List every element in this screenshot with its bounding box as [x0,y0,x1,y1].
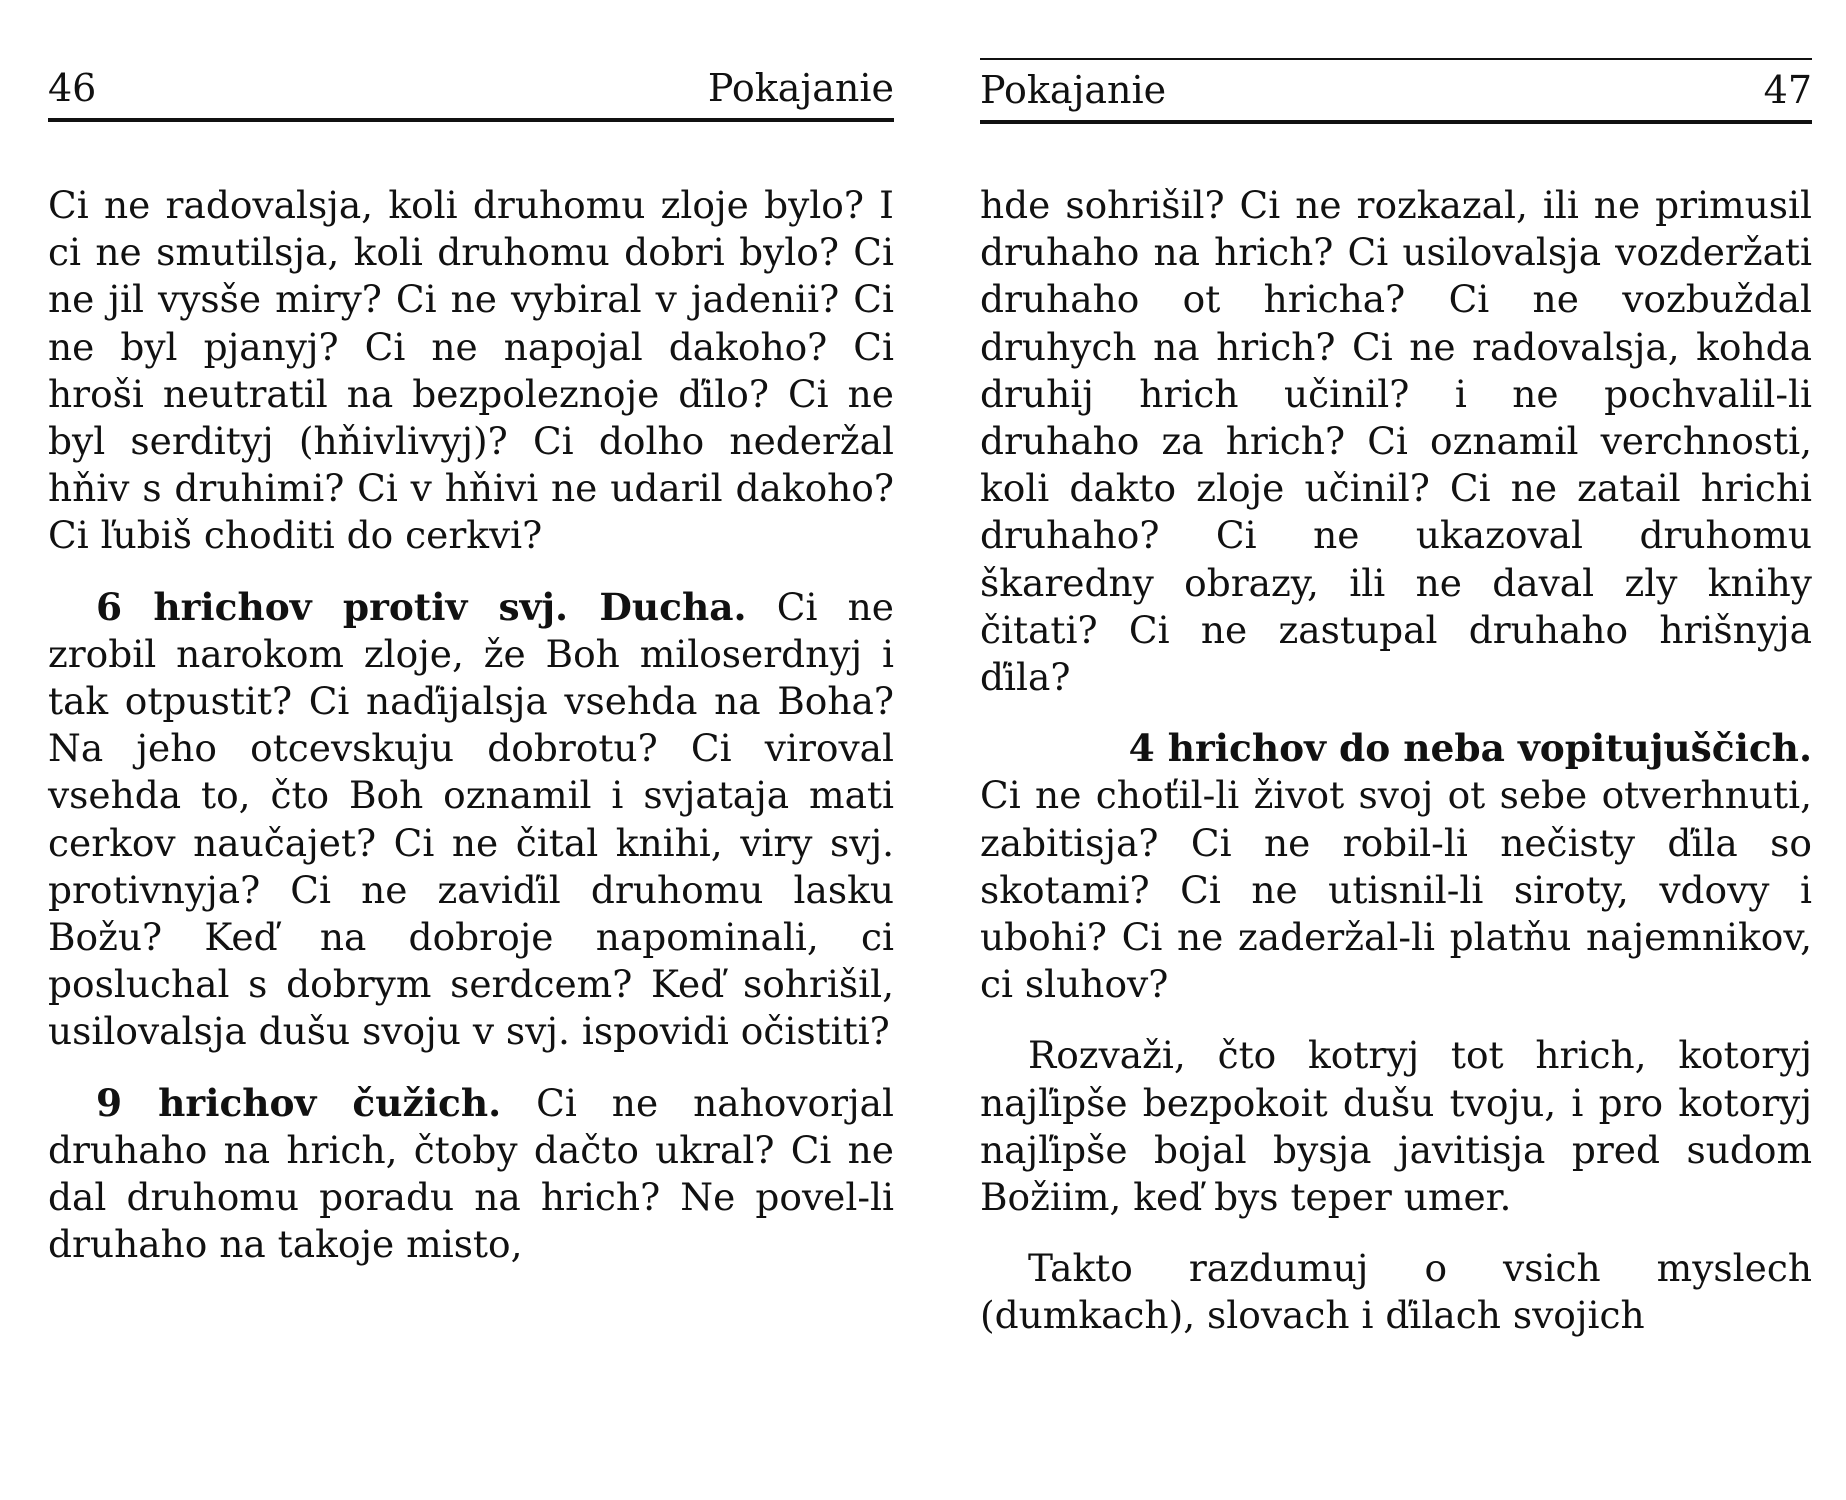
right-page-number: 47 [1763,68,1812,112]
right-page [980,0,1812,1500]
left-page-header [48,58,894,122]
right-running-title: Pokajanie [980,68,1167,112]
right-paragraph-4: Takto razdumuj o vsich myslech (dumkach), slovach i ďilach svojich [980,1246,1812,1338]
right-section-text: Ci ne choťil-li život svoj ot sebe otverhnuti, zabitisja? Ci ne robil-li nečisty ďila so skotami? Ci ne utisnil-li siroty, vdovy i ubohi? Ci ne zaderžal-li platňu najemnikov, ci sluhov? [980,773,1812,1007]
right-paragraph-3: Rozvaži, čto kotryj tot hrich, kotoryj najľipše bezpokoit dušu tvoju, i pro kotoryj najľipše bojal bysja javitisja pred sudom Božiim, keď bys teper umer. [980,1033,1812,1220]
right-page-body [980,182,1812,1364]
left-section-3 [48,1080,894,1269]
left-section-3-title: 9 hrichov čužich. [96,1080,502,1125]
left-paragraph-1: Ci ne radovalsja, koli druhomu zloje bylo? I ci ne smutilsja, koli druhomu dobri bylo? Ci ne jil vysše miry? Ci ne vybiral v jadenii? Ci ne byl pjanyj? Ci ne napojal dakoho? Ci hroši neutratil na bezpoleznoje ďilo? Ci ne byl serdityj (hňivlivyj)? Ci dolho nederžal hňiv s druhimi? Ci v hňivi ne udaril dakoho? Ci ľubiš choditi do cerkvi? [48,183,894,558]
right-section [980,725,1812,1008]
left-section-3-text: Ci ne nahovorjal druhaho na hrich, čtoby dačto ukral? Ci ne dal druhomu poradu na hrich? Ne povel-li druhaho na takoje misto, [48,1080,894,1267]
left-running-title: Pokajanie [707,66,894,110]
right-page-header [980,58,1812,124]
left-section-2 [48,584,894,1056]
left-page [48,0,894,1500]
right-section-title: 4 hrichov do neba vopitujuščich. [1128,726,1812,771]
left-page-body [48,182,894,1292]
right-paragraph-1: hde sohrišil? Ci ne rozkazal, ili ne primusil druhaho na hrich? Ci usilovalsja vozderžati druhaho ot hricha? Ci ne vozbuždal druhych na hrich? Ci ne radovalsja, kohda druhij hrich učinil? i ne pochvalil-li druhaho za hrich? Ci oznamil verchnosti, koli dakto zloje učinil? Ci ne zatail hrichi druhaho? Ci ne ukazoval druhomu škaredny obrazy, ili ne daval zly knihy čitati? Ci ne zastupal druhaho hrišnyja ďila? [980,183,1812,700]
left-section-2-title: 6 hrichov protiv svj. Ducha. [96,584,747,629]
left-section-2-text: Ci ne zrobil narokom zloje, že Boh miloserdnyj i tak otpustit? Ci naďijalsja vsehda na Boha? Na jeho otcevskuju dobrotu? Ci viroval vsehda to, čto Boh oznamil i svjataja mati cerkov naučajet? Ci ne čital knihi, viry svj. protivnyja? Ci ne zaviďil druhomu lasku Božu? Keď na dobroje napominali, ci posluchal s dobrym serdcem? Keď sohrišil, usilovalsja dušu svoju v svj. ispovidi očistiti? [48,584,895,1054]
left-page-number: 46 [48,66,97,110]
